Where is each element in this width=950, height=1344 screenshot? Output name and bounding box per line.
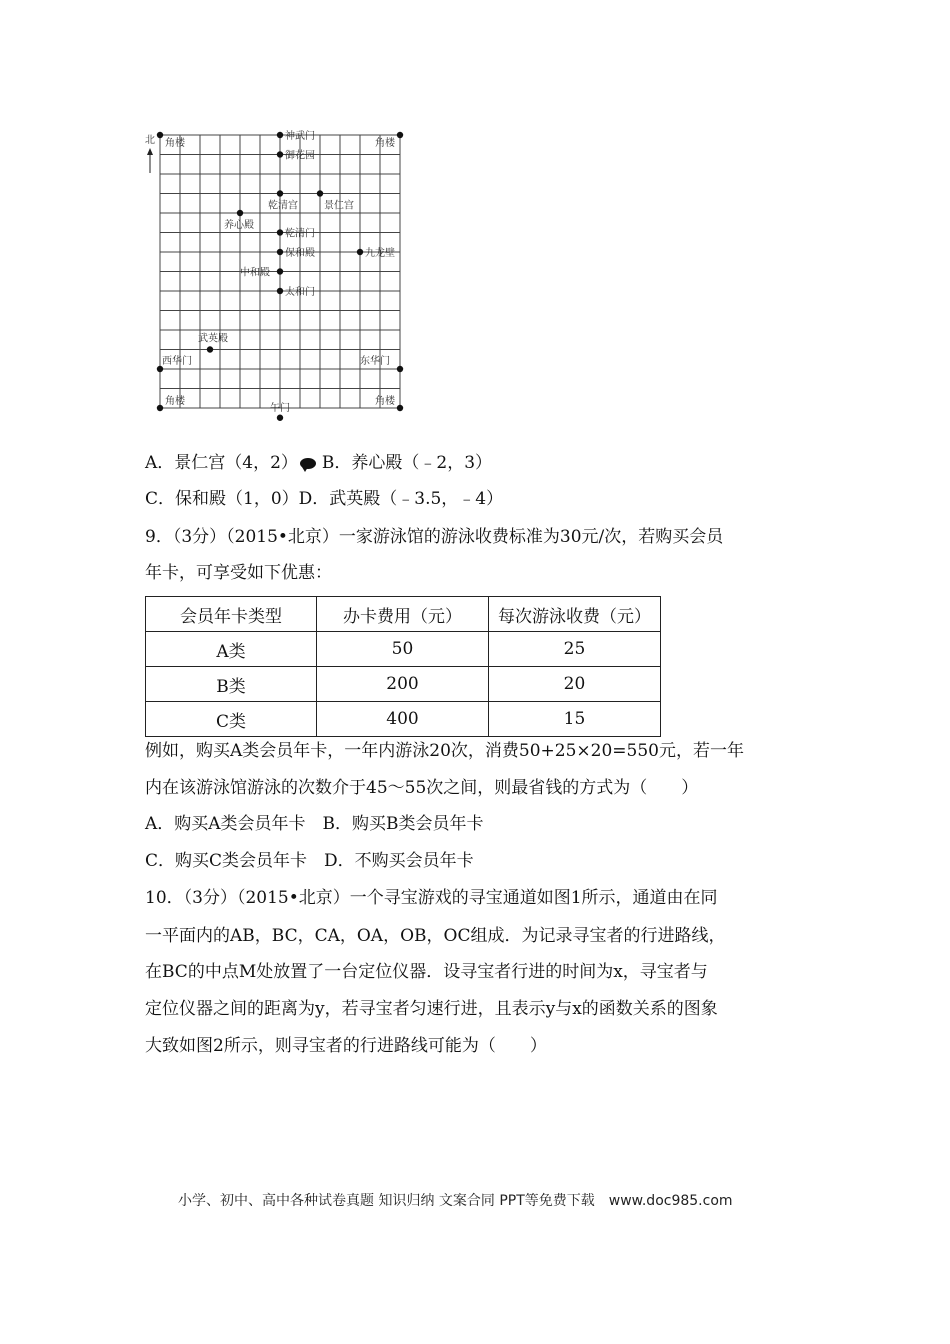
table-cell: 25 <box>489 632 661 667</box>
place-dot <box>277 229 283 235</box>
place-label: 东华门 <box>360 356 390 367</box>
place-label: 乾清门 <box>285 228 315 240</box>
table-cell: C类 <box>146 702 317 737</box>
place-dot <box>277 132 283 138</box>
table-cell: 20 <box>489 667 661 702</box>
place-dot <box>277 415 283 421</box>
place-dot <box>397 405 403 411</box>
place-dot <box>237 210 243 216</box>
place-label: 西华门 <box>162 356 192 367</box>
table-header-cell: 会员年卡类型 <box>146 597 317 632</box>
place-label: 角楼 <box>165 138 185 149</box>
place-dot <box>277 249 283 255</box>
place-dot <box>277 190 283 196</box>
q9-stem-line-2: 年卡，可享受如下优惠： <box>145 563 332 583</box>
q10-line-4: 定位仪器之间的距离为y，若寻宝者匀速行进，且表示y与x的函数关系的图象 <box>145 999 718 1019</box>
table-cell: A类 <box>146 632 317 667</box>
table-header-row <box>146 597 661 632</box>
q9-example-line-1: 例如，购买A类会员年卡，一年内游泳20次，消费50+25×20=550元，若一年 <box>145 741 744 761</box>
place-label: 保和殿 <box>285 248 315 259</box>
place-dot <box>277 151 283 157</box>
place-dot <box>397 366 403 372</box>
speech-bubble-icon <box>300 458 316 469</box>
place-label: 午门 <box>270 402 290 414</box>
place-dot <box>317 190 323 196</box>
place-dot <box>357 249 363 255</box>
place-label: 御花园 <box>285 150 315 162</box>
place-label: 乾清宫 <box>268 200 298 212</box>
q8-option-c: C．保和殿（1，0） <box>145 489 299 509</box>
table-row <box>146 667 661 702</box>
place-label: 养心殿 <box>224 220 254 231</box>
table-row <box>146 632 661 667</box>
place-label: 景仁宫 <box>324 200 354 212</box>
q9-example-line-2: 内在该游泳馆游泳的次数介于45～55次之间，则最省钱的方式为（ ） <box>145 778 699 798</box>
north-arrow-head-icon <box>147 148 153 155</box>
place-label: 武英殿 <box>198 333 228 345</box>
q10-line-2: 一平面内的AB，BC，CA，OA，OB，OC组成．为记录寻宝者的行进路线， <box>145 926 726 946</box>
table-cell: B类 <box>146 667 317 702</box>
q8-options-row-2 <box>145 487 503 511</box>
table-cell: 200 <box>317 667 489 702</box>
q9-stem-line-1: 9．（3分）（2015•北京）一家游泳馆的游泳收费标准为30元/次，若购买会员 <box>145 527 724 547</box>
place-label: 中和殿 <box>240 267 270 279</box>
place-dot <box>277 288 283 294</box>
table-cell: 50 <box>317 632 489 667</box>
q10-line-1: 10．（3分）（2015•北京）一个寻宝游戏的寻宝通道如图1所示，通道由在同 <box>145 888 718 908</box>
q8-options-row-1 <box>145 451 492 475</box>
north-label: 北 <box>145 135 155 146</box>
q10-line-3: 在BC的中点M处放置了一台定位仪器．设寻宝者行进的时间为x，寻宝者与 <box>145 962 708 982</box>
q9-options-row-2: C．购买C类会员年卡 D．不购买会员年卡 <box>145 851 474 871</box>
page-footer: 小学、初中、高中各种试卷真题 知识归纳 文案合同 PPT等免费下载 www.doc985.com <box>178 1193 733 1209</box>
place-dot <box>157 405 163 411</box>
place-dot <box>397 132 403 138</box>
place-label: 角楼 <box>375 396 395 407</box>
palace-grid-map <box>140 125 430 430</box>
q8-option-d: D．武英殿（﹣3.5，﹣4） <box>298 489 504 509</box>
place-label: 角楼 <box>165 396 185 407</box>
place-dot <box>277 268 283 274</box>
membership-fee-table <box>145 596 661 737</box>
table-cell: 400 <box>317 702 489 737</box>
place-label: 角楼 <box>375 138 395 149</box>
place-label: 九龙壁 <box>365 248 395 259</box>
table-row <box>146 702 661 737</box>
q8-option-b: B．养心殿（﹣2，3） <box>321 453 493 473</box>
place-label: 神武门 <box>285 131 315 142</box>
q8-option-a: A．景仁宫（4，2） <box>145 453 298 473</box>
table-header-cell: 办卡费用（元） <box>317 597 489 632</box>
table-header-cell: 每次游泳收费（元） <box>489 597 661 632</box>
q9-options-row-1: A．购买A类会员年卡 B．购买B类会员年卡 <box>145 814 484 834</box>
place-dot <box>157 132 163 138</box>
map-canvas <box>140 125 430 430</box>
q10-line-5: 大致如图2所示，则寻宝者的行进路线可能为（ ） <box>145 1036 547 1056</box>
place-dot <box>207 346 213 352</box>
place-label: 太和门 <box>285 287 315 298</box>
table-cell: 15 <box>489 702 661 737</box>
